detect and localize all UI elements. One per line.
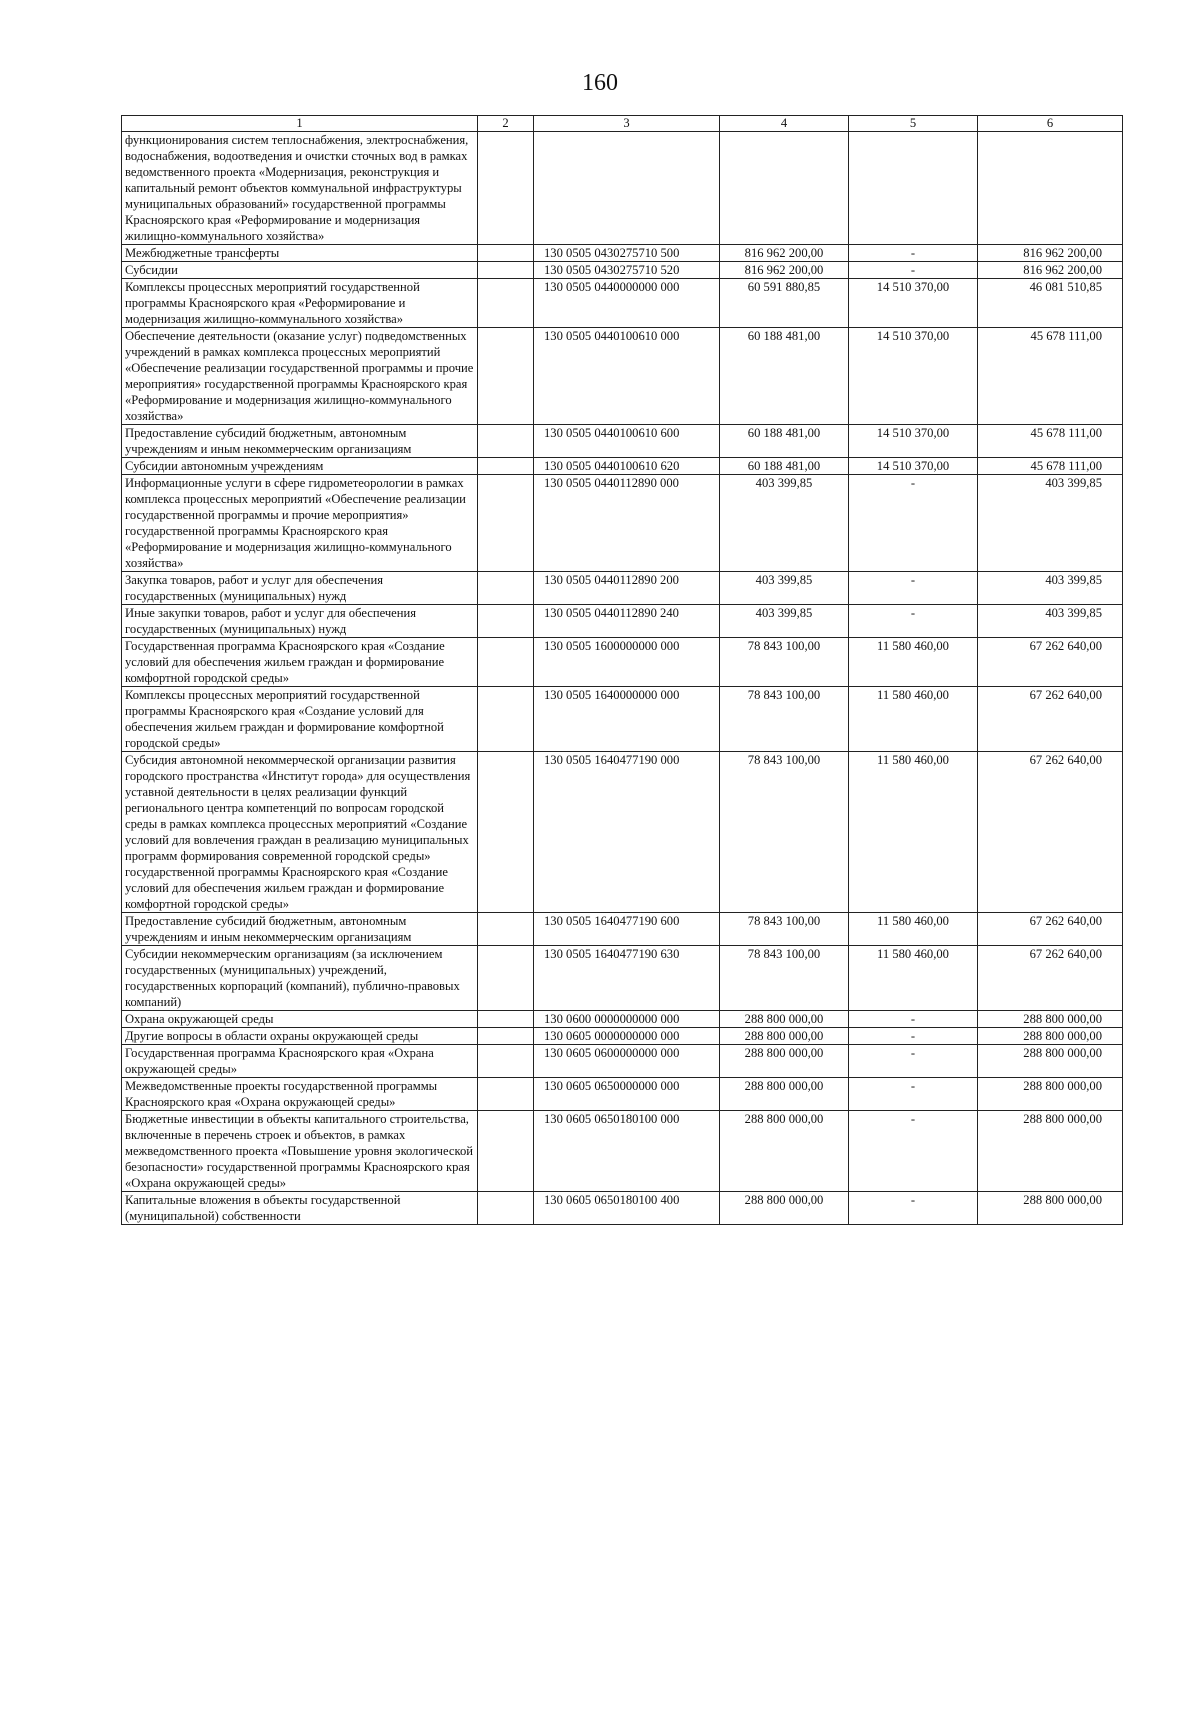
row-name-cell: Государственная программа Красноярского края «Охрана окружающей среды» (122, 1045, 478, 1078)
row-name-cell: Обеспечение деятельности (оказание услуг) подведомственных учреждений в рамках комплекса процессных мероприятий «Обеспечение реализации государственной программы и прочие мероприятия» государственной программы Красноярского края «Реформирование и модернизация жилищно-коммунального хозяйства» (122, 328, 478, 425)
row-code-cell: 130 0505 0440112890 200 (534, 572, 720, 605)
row-amount-cell: 14 510 370,00 (849, 425, 978, 458)
row-amount-cell: 816 962 200,00 (978, 262, 1123, 279)
row-amount-cell: - (849, 1078, 978, 1111)
row-name-cell: Предоставление субсидий бюджетным, автономным учреждениям и иным некоммерческим организациям (122, 425, 478, 458)
row-amount-cell: 67 262 640,00 (978, 913, 1123, 946)
table-row (122, 1028, 1123, 1045)
row-name-cell: Предоставление субсидий бюджетным, автономным учреждениям и иным некоммерческим организациям (122, 913, 478, 946)
row-code-cell: 130 0505 0430275710 500 (534, 245, 720, 262)
row-col2-cell (478, 458, 534, 475)
row-col2-cell (478, 687, 534, 752)
row-name-cell: Закупка товаров, работ и услуг для обеспечения государственных (муниципальных) нужд (122, 572, 478, 605)
row-amount-cell: - (849, 1045, 978, 1078)
row-amount-cell: - (849, 1028, 978, 1045)
row-name-cell: Комплексы процессных мероприятий государственной программы Красноярского края «Реформирование и модернизация жилищно-коммунального хозяйства» (122, 279, 478, 328)
row-amount-cell: 11 580 460,00 (849, 638, 978, 687)
table-row (122, 1192, 1123, 1225)
row-col2-cell (478, 328, 534, 425)
column-header-1: 1 (122, 116, 478, 132)
row-name-cell: Другие вопросы в области охраны окружающей среды (122, 1028, 478, 1045)
row-col2-cell (478, 245, 534, 262)
table-row (122, 1045, 1123, 1078)
row-code-cell: 130 0505 1600000000 000 (534, 638, 720, 687)
row-col2-cell (478, 752, 534, 913)
row-amount-cell: 288 800 000,00 (720, 1192, 849, 1225)
row-code-cell: 130 0600 0000000000 000 (534, 1011, 720, 1028)
table-row (122, 328, 1123, 425)
row-amount-cell: 45 678 111,00 (978, 425, 1123, 458)
row-amount-cell: 288 800 000,00 (978, 1078, 1123, 1111)
row-code-cell: 130 0605 0650000000 000 (534, 1078, 720, 1111)
row-col2-cell (478, 946, 534, 1011)
row-amount-cell: 403 399,85 (720, 475, 849, 572)
row-code-cell: 130 0505 1640477190 600 (534, 913, 720, 946)
row-amount-cell: 403 399,85 (978, 572, 1123, 605)
row-amount-cell: 78 843 100,00 (720, 913, 849, 946)
row-amount-cell: 60 188 481,00 (720, 425, 849, 458)
row-amount-cell: 78 843 100,00 (720, 687, 849, 752)
row-code-cell (534, 132, 720, 245)
row-amount-cell: 60 188 481,00 (720, 458, 849, 475)
row-name-cell: Иные закупки товаров, работ и услуг для обеспечения государственных (муниципальных) нужд (122, 605, 478, 638)
row-amount-cell: 403 399,85 (978, 605, 1123, 638)
row-name-cell: Информационные услуги в сфере гидрометеорологии в рамках комплекса процессных мероприятий «Обеспечение реализации государственной программы и прочие мероприятия» государственной программы Красноярского края «Реформирование и модернизация жилищно-коммунального хозяйства» (122, 475, 478, 572)
row-code-cell: 130 0505 1640000000 000 (534, 687, 720, 752)
row-col2-cell (478, 913, 534, 946)
row-amount-cell: 67 262 640,00 (978, 638, 1123, 687)
row-amount-cell: 816 962 200,00 (720, 245, 849, 262)
row-amount-cell: 288 800 000,00 (978, 1028, 1123, 1045)
row-amount-cell: - (849, 262, 978, 279)
row-code-cell: 130 0605 0650180100 400 (534, 1192, 720, 1225)
row-code-cell: 130 0505 0440100610 600 (534, 425, 720, 458)
page-number: 160 (582, 70, 618, 96)
row-code-cell: 130 0505 0440112890 240 (534, 605, 720, 638)
row-col2-cell (478, 475, 534, 572)
row-amount-cell: 288 800 000,00 (720, 1111, 849, 1192)
row-amount-cell: 816 962 200,00 (720, 262, 849, 279)
table-row (122, 132, 1123, 245)
row-amount-cell: 60 591 880,85 (720, 279, 849, 328)
table-row (122, 245, 1123, 262)
row-col2-cell (478, 279, 534, 328)
row-amount-cell: 78 843 100,00 (720, 752, 849, 913)
row-code-cell: 130 0505 0440000000 000 (534, 279, 720, 328)
table-row (122, 458, 1123, 475)
row-amount-cell: 288 800 000,00 (720, 1045, 849, 1078)
row-amount-cell: - (849, 1011, 978, 1028)
row-col2-cell (478, 605, 534, 638)
row-col2-cell (478, 1011, 534, 1028)
table-row (122, 687, 1123, 752)
row-amount-cell: 67 262 640,00 (978, 687, 1123, 752)
row-name-cell: Межведомственные проекты государственной программы Красноярского края «Охрана окружающей среды» (122, 1078, 478, 1111)
row-amount-cell: 67 262 640,00 (978, 752, 1123, 913)
row-name-cell: функционирования систем теплоснабжения, электроснабжения, водоснабжения, водоотведения и очистки сточных вод в рамках ведомственного проекта «Модернизация, реконструкция и капитальный ремонт объектов коммунальной инфраструктуры муниципальных образований» государственной программы Красноярского края «Реформирование и модернизация жилищно-коммунального хозяйства» (122, 132, 478, 245)
row-amount-cell: - (849, 1111, 978, 1192)
row-amount-cell: 45 678 111,00 (978, 328, 1123, 425)
table-row (122, 946, 1123, 1011)
row-name-cell: Комплексы процессных мероприятий государственной программы Красноярского края «Создание условий для обеспечения жильем граждан и формирование комфортной городской среды» (122, 687, 478, 752)
table-row (122, 262, 1123, 279)
row-amount-cell: 46 081 510,85 (978, 279, 1123, 328)
row-name-cell: Субсидия автономной некоммерческой организации развития городского пространства «Институт города» для осуществления уставной деятельности в целях реализации функций регионального центра компетенций по вопросам городской среды в рамках комплекса процессных мероприятий «Создание условий для вовлечения граждан в реализацию муниципальных программ формирования современной городской среды» государственной программы Красноярского края «Создание условий для обеспечения жильем граждан и формирование комфортной городской среды» (122, 752, 478, 913)
table-row (122, 1011, 1123, 1028)
row-amount-cell (849, 132, 978, 245)
row-amount-cell: 288 800 000,00 (978, 1192, 1123, 1225)
row-amount-cell: 78 843 100,00 (720, 638, 849, 687)
row-amount-cell: 45 678 111,00 (978, 458, 1123, 475)
row-col2-cell (478, 1045, 534, 1078)
row-amount-cell (978, 132, 1123, 245)
row-amount-cell: 288 800 000,00 (978, 1045, 1123, 1078)
row-amount-cell: 403 399,85 (978, 475, 1123, 572)
column-header-4: 4 (720, 116, 849, 132)
table-row (122, 913, 1123, 946)
row-amount-cell: 60 188 481,00 (720, 328, 849, 425)
row-amount-cell: 403 399,85 (720, 572, 849, 605)
budget-table (121, 115, 1123, 1225)
table-row (122, 605, 1123, 638)
row-code-cell: 130 0505 0440100610 620 (534, 458, 720, 475)
row-code-cell: 130 0605 0650180100 000 (534, 1111, 720, 1192)
table-row (122, 279, 1123, 328)
row-code-cell: 130 0505 1640477190 630 (534, 946, 720, 1011)
row-name-cell: Субсидии автономным учреждениям (122, 458, 478, 475)
row-amount-cell: - (849, 605, 978, 638)
row-amount-cell: 288 800 000,00 (720, 1011, 849, 1028)
row-col2-cell (478, 262, 534, 279)
row-col2-cell (478, 425, 534, 458)
row-amount-cell: 403 399,85 (720, 605, 849, 638)
row-amount-cell: 288 800 000,00 (720, 1028, 849, 1045)
row-col2-cell (478, 1078, 534, 1111)
row-col2-cell (478, 132, 534, 245)
row-amount-cell: 288 800 000,00 (720, 1078, 849, 1111)
table-row (122, 752, 1123, 913)
column-header-5: 5 (849, 116, 978, 132)
table-header-row (122, 116, 1123, 132)
row-amount-cell: - (849, 475, 978, 572)
row-amount-cell: 67 262 640,00 (978, 946, 1123, 1011)
table-row (122, 638, 1123, 687)
row-name-cell: Бюджетные инвестиции в объекты капитального строительства, включенные в перечень строек и объектов, в рамках межведомственного проекта «Повышение уровня экологической безопасности» государственной программы Красноярского края «Охрана окружающей среды» (122, 1111, 478, 1192)
row-amount-cell (720, 132, 849, 245)
row-name-cell: Субсидии некоммерческим организациям (за исключением государственных (муниципальных) учреждений, государственных корпораций (компаний), публично-правовых компаний) (122, 946, 478, 1011)
table-row (122, 1078, 1123, 1111)
table-row (122, 425, 1123, 458)
table-row (122, 572, 1123, 605)
row-name-cell: Капитальные вложения в объекты государственной (муниципальной) собственности (122, 1192, 478, 1225)
column-header-6: 6 (978, 116, 1123, 132)
row-code-cell: 130 0505 0430275710 520 (534, 262, 720, 279)
row-code-cell: 130 0505 0440112890 000 (534, 475, 720, 572)
row-amount-cell: 11 580 460,00 (849, 946, 978, 1011)
row-col2-cell (478, 1111, 534, 1192)
row-amount-cell: 11 580 460,00 (849, 687, 978, 752)
row-amount-cell: 11 580 460,00 (849, 913, 978, 946)
row-amount-cell: - (849, 1192, 978, 1225)
row-col2-cell (478, 572, 534, 605)
column-header-2: 2 (478, 116, 534, 132)
row-name-cell: Субсидии (122, 262, 478, 279)
row-amount-cell: 288 800 000,00 (978, 1011, 1123, 1028)
row-amount-cell: 78 843 100,00 (720, 946, 849, 1011)
row-col2-cell (478, 638, 534, 687)
row-code-cell: 130 0605 0600000000 000 (534, 1045, 720, 1078)
row-amount-cell: 14 510 370,00 (849, 328, 978, 425)
row-col2-cell (478, 1192, 534, 1225)
row-amount-cell: - (849, 572, 978, 605)
row-amount-cell: 14 510 370,00 (849, 458, 978, 475)
row-amount-cell: 288 800 000,00 (978, 1111, 1123, 1192)
row-code-cell: 130 0505 1640477190 000 (534, 752, 720, 913)
row-amount-cell: - (849, 245, 978, 262)
table-body (122, 132, 1123, 1225)
table-row (122, 1111, 1123, 1192)
row-name-cell: Охрана окружающей среды (122, 1011, 478, 1028)
column-header-3: 3 (534, 116, 720, 132)
row-amount-cell: 11 580 460,00 (849, 752, 978, 913)
table-row (122, 475, 1123, 572)
row-code-cell: 130 0505 0440100610 000 (534, 328, 720, 425)
row-amount-cell: 14 510 370,00 (849, 279, 978, 328)
row-code-cell: 130 0605 0000000000 000 (534, 1028, 720, 1045)
row-col2-cell (478, 1028, 534, 1045)
row-name-cell: Государственная программа Красноярского края «Создание условий для обеспечения жильем граждан и формирование комфортной городской среды» (122, 638, 478, 687)
row-name-cell: Межбюджетные трансферты (122, 245, 478, 262)
row-amount-cell: 816 962 200,00 (978, 245, 1123, 262)
